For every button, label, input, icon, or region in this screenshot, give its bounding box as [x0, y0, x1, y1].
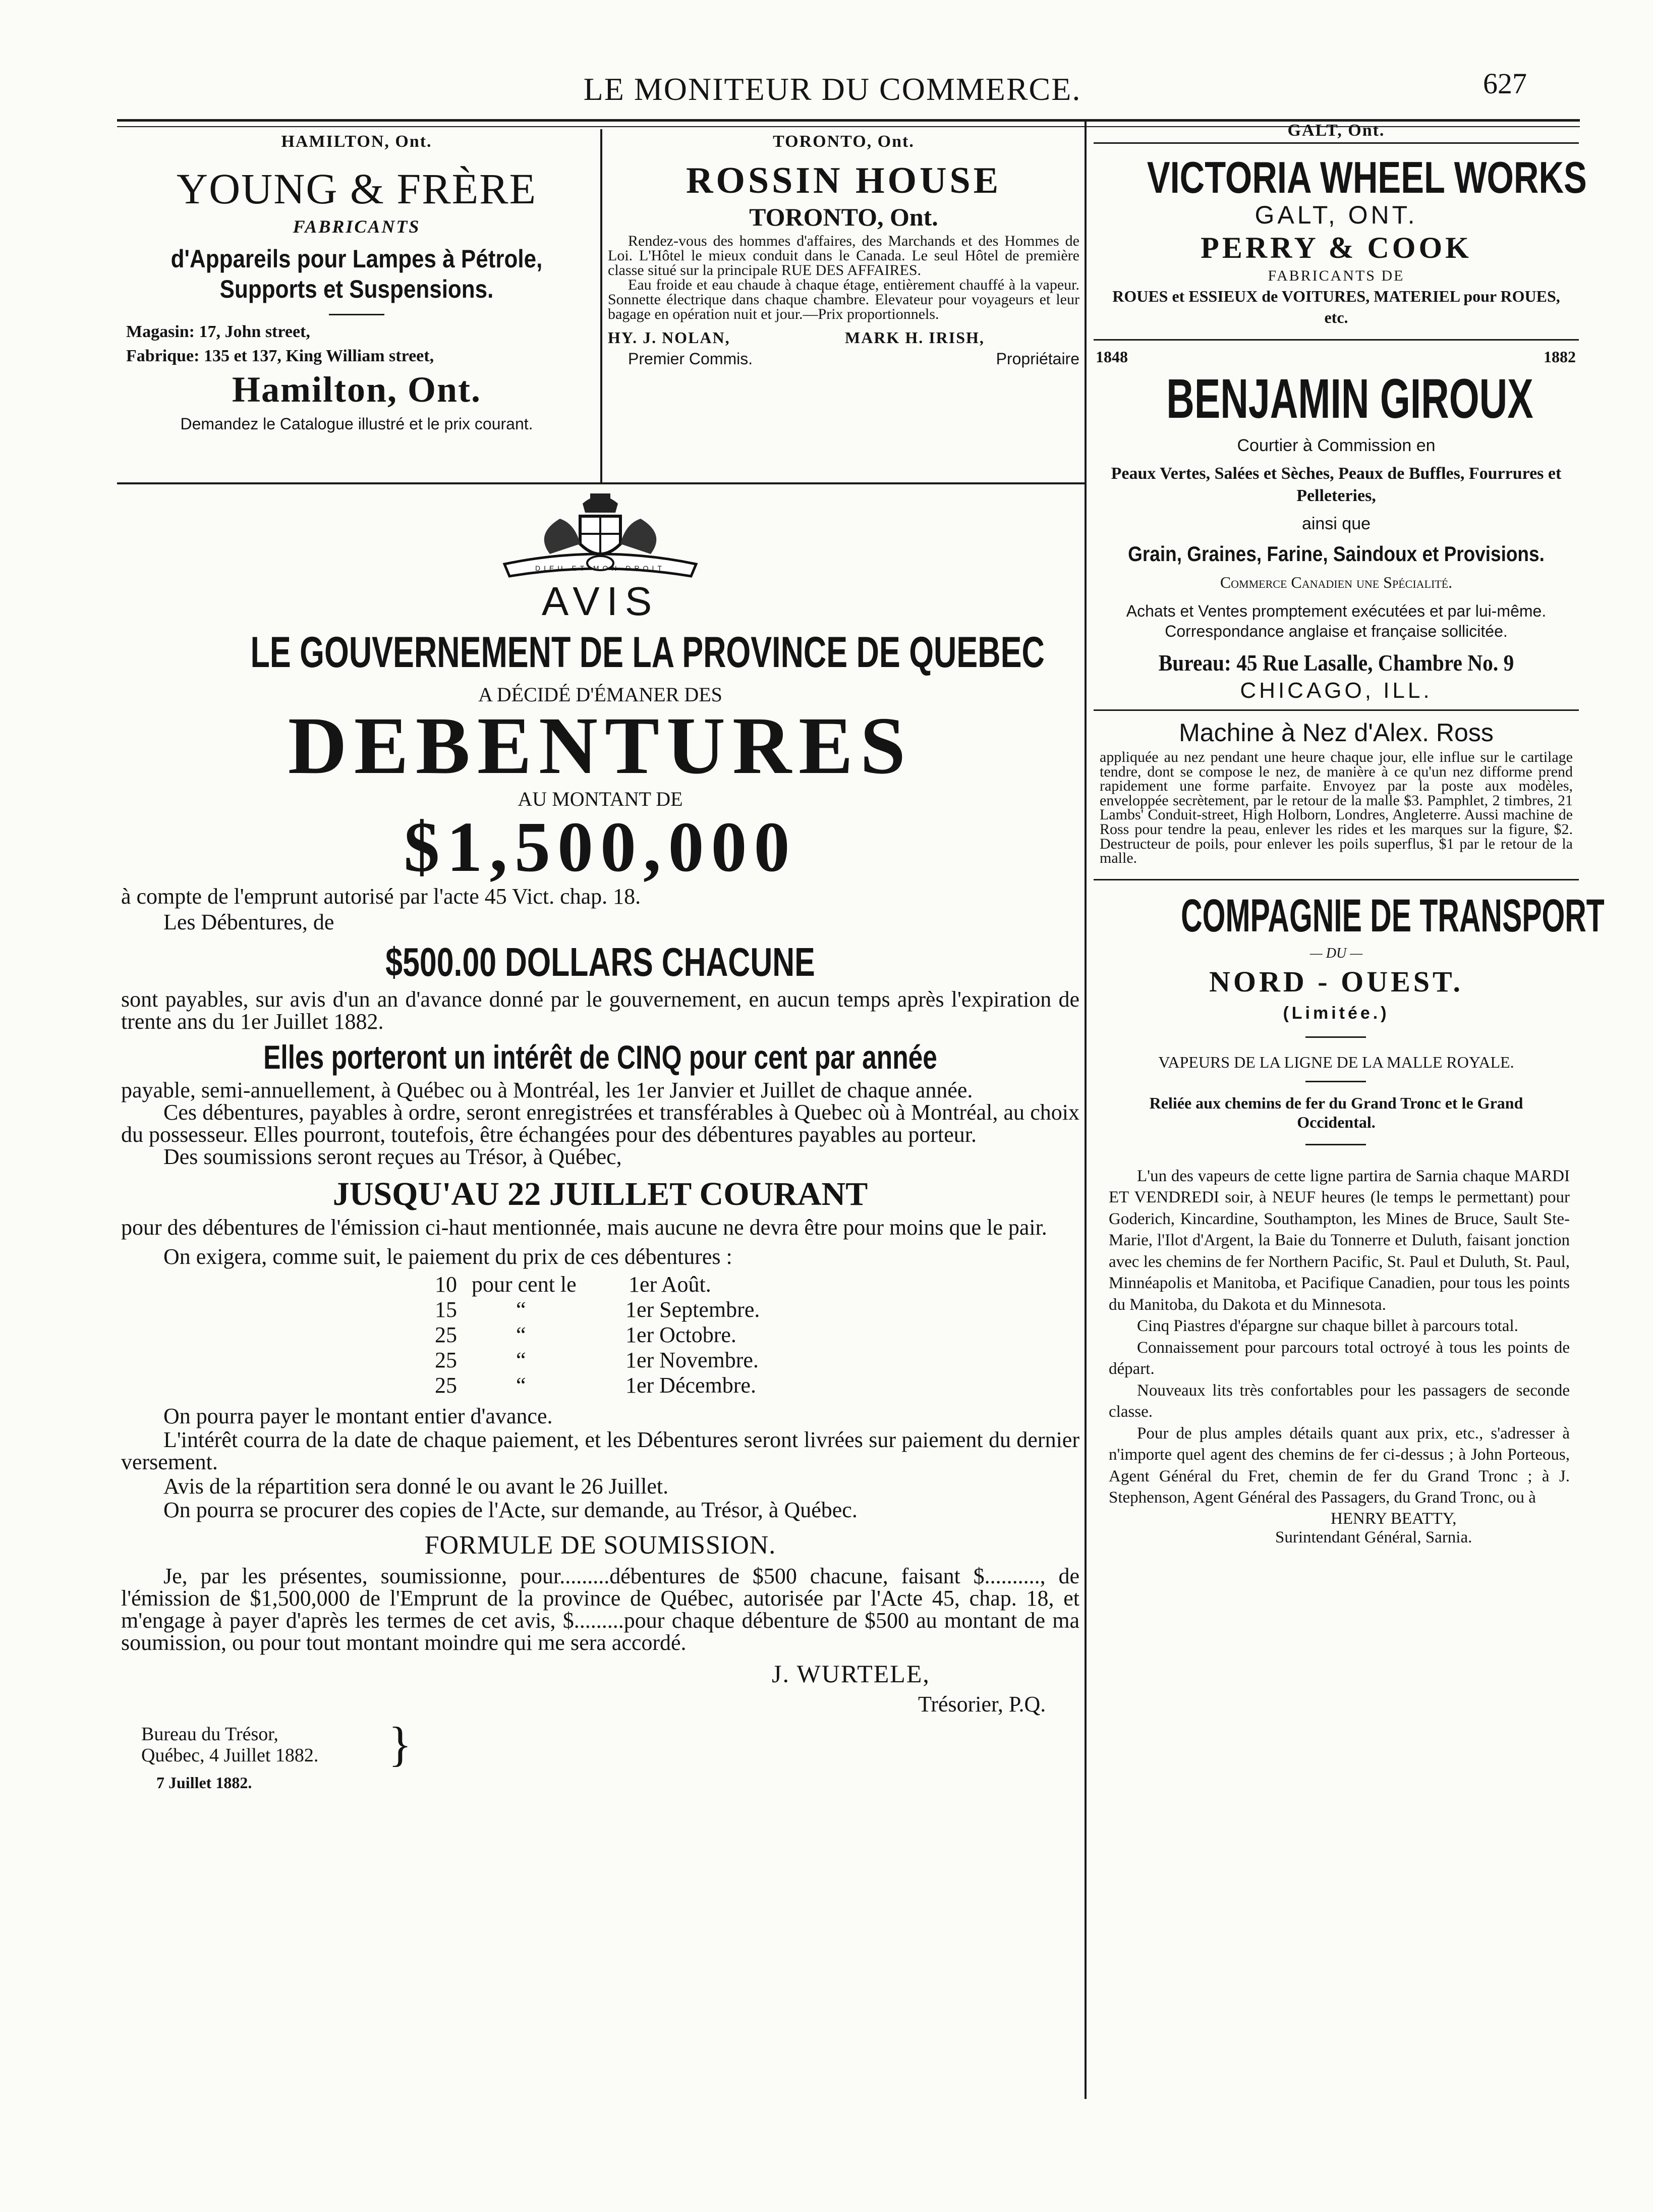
avis-paragraph: sont payables, sur avis d'un an d'avance donné par le gouvernement, en aucun temps après l'expiration de trente ans du 1er Juillet 1882.	[121, 987, 1079, 1034]
ad-location: GALT, Ont.	[1287, 121, 1385, 140]
ad-city: CHICAGO, ILL.	[1240, 678, 1433, 703]
ad-line: Grain, Graines, Farine, Saindoux et Provisions.	[1128, 542, 1545, 566]
year-end: 1882	[1544, 348, 1576, 366]
ad-line: ainsi que	[1301, 514, 1371, 533]
avis-interest: Elles porteront un intérêt de CINQ pour cent par année	[263, 1038, 937, 1076]
schedule-row	[435, 1297, 760, 1322]
divider	[1094, 339, 1579, 341]
ad-alex-ross	[1094, 718, 1579, 880]
ad-body: Rendez-vous des hommes d'affaires, des Marchands et des Hommes de Loi. L'Hôtel le mieux conduit dans le Canada. Le seul Hôtel de première classe situé sur la principale RUE DES AFFAIRES.	[608, 233, 1079, 279]
schedule-pct: 25	[435, 1348, 457, 1372]
year-start: 1848	[1096, 348, 1128, 366]
right-column	[1094, 121, 1605, 1547]
ad-subtitle: FABRICANTS	[293, 216, 421, 237]
ad-products: ROUES et ESSIEUX de VOITURES, MATERIEL pour ROUES, etc.	[1112, 287, 1560, 326]
ad-body: appliquée au nez pendant une heure chaque jour, elle influe sur le cartilage tendre, dont se compose le nez, de manière à ce qu'un nez difforme prend rapidement une forme parfaite. Envoyez par la poste aux modèles, enveloppée secrètement, par le retour de la malle $3. Pamphlet, 2 timbres, 21 Lambs' Conduit-street, High Holborn, Londres, Angleterre. Aussi machine de Ross pour tendre la peau, enlever les rides et les marques sur la figure, $2. Destructeur de poils, pour enlever les poils superflus, $1 par le retour de la malle.	[1100, 749, 1573, 867]
divider	[1305, 1144, 1366, 1145]
avis-line: Avis de la répartition sera donné le ou avant le 26 Juillet.	[163, 1474, 669, 1499]
ad-hotel-name: ROSSIN HOUSE	[686, 160, 1002, 201]
avis-line: à compte de l'emprunt autorisé par l'acte 45 Vict. chap. 18.	[121, 884, 641, 909]
avis-heading: LE GOUVERNEMENT DE LA PROVINCE DE QUEBEC	[250, 628, 1045, 677]
schedule-pct: 10	[435, 1272, 457, 1297]
paragraph: Pour de plus amples détails quant aux prix, etc., s'adresser à n'importe quel agent des chemins de fer ci-dessus ; à John Porteous, Agent Général du Fret, chemin de fer du Grand Tronc ; à J. Stephenson, Agent Général des Passagers, du Grand Tronc, ou à	[1109, 1424, 1570, 1507]
ad-product-line: Supports et Suspensions.	[219, 275, 494, 303]
schedule-pct: 25	[435, 1322, 457, 1347]
formule-text: Je, par les présentes, soumissionne, pour.........débentures de $500 chacune, faisant $.........., de l'émission de $1,500,000 de l'Emprunt de la province de Québec, autorisée par l'Acte 45, chap. 18, et m'engage à payer d'après les termes de cet avis, $.........pour chaque débenture de $500 au montant de ma soumission, ou pour tout montant moindre qui me sera accordé.	[121, 1564, 1079, 1655]
ad-city: TORONTO, Ont.	[749, 203, 938, 231]
staff-role: Premier Commis.	[628, 350, 753, 368]
ad-body: Eau froide et eau chaude à chaque étage, entièrement chauffé à la vapeur. Sonnette électrique dans chaque chambre. Elevateur pour voyageurs et leur bagage en opération nuit et jour.—Prix proportionnels.	[608, 276, 1079, 322]
avis-paragraph: payable, semi-annuellement, à Québec ou à Montréal, les 1er Janvier et Juillet de chaque année.	[121, 1078, 973, 1102]
ad-company-name: VICTORIA WHEEL WORKS	[1147, 152, 1587, 202]
top-ads-bottom-rule	[117, 482, 1085, 484]
masthead-title: LE MONITEUR DU COMMERCE.	[583, 71, 1081, 107]
staff-name: HY. J. NOLAN,	[608, 328, 730, 347]
ad-line: Reliée aux chemins de fer du Grand Tronc et le Grand Occidental.	[1149, 1093, 1523, 1131]
ad-body	[1094, 1166, 1579, 1547]
divider	[329, 314, 384, 315]
ad-location: TORONTO, Ont.	[773, 132, 915, 151]
ad-product-line: d'Appareils pour Lampes à Pétrole,	[170, 245, 543, 273]
avis-line: On exigera, comme suit, le paiement du prix de ces débentures :	[163, 1244, 732, 1269]
schedule-pct: 15	[435, 1297, 457, 1322]
avis-paragraph: L'intérêt courra de la date de chaque paiement, et les Débentures seront livrées sur paiement du dernier versement.	[121, 1427, 1079, 1474]
ad-du: — DU —	[1309, 945, 1363, 961]
formule-title: FORMULE DE SOUMISSION.	[424, 1531, 776, 1560]
avis-decide: A DÉCIDÉ D'ÉMANER DES	[478, 683, 722, 706]
ad-rossin-house	[608, 132, 1079, 369]
ad-title: COMPAGNIE DE TRANSPORT	[1181, 890, 1605, 942]
ad-line: VAPEURS DE LA LIGNE DE LA MALLE ROYALE.	[1158, 1053, 1514, 1071]
signature-title: Surintendant Général, Sarnia.	[1275, 1528, 1472, 1546]
bureau-line: Bureau du Trésor,	[141, 1724, 278, 1745]
avis-title: AVIS	[541, 579, 659, 624]
schedule-pct: 25	[435, 1373, 457, 1398]
payment-schedule	[121, 1271, 1079, 1400]
schedule-row	[435, 1271, 711, 1297]
avis-paragraph: pour des débentures de l'émission ci-haut mentionnée, mais aucune ne devra être pour moins que le pair.	[121, 1215, 1047, 1240]
avis-paragraph: Ces débentures, payables à ordre, seront enregistrées et transférables à Quebec où à Montréal, au choix du possesseur. Elles pourront, toutefois, être échangées pour des débentures payables au porteur.	[121, 1100, 1079, 1147]
divider	[1305, 1081, 1366, 1082]
avis-deadline: JUSQU'AU 22 JUILLET COURANT	[332, 1176, 868, 1212]
ad-shop-address: Magasin: 17, John street,	[126, 322, 310, 341]
paragraph: Nouveaux lits très confortables pour les passagers de seconde classe.	[1109, 1381, 1570, 1421]
bureau-line: Québec, 4 Juillet 1882.	[141, 1745, 319, 1766]
divider	[1094, 709, 1579, 711]
staff-role: Propriétaire	[996, 350, 1079, 368]
ad-location: HAMILTON, Ont.	[281, 132, 432, 151]
ad-firm-name: PERRY & COOK	[1201, 231, 1472, 264]
staff-name: MARK H. IRISH,	[845, 328, 985, 347]
ad-city: GALT, ONT.	[1255, 201, 1418, 229]
schedule-row	[435, 1347, 759, 1373]
ad-city: Hamilton, Ont.	[232, 369, 482, 410]
schedule-mark: “	[516, 1373, 526, 1398]
avis-paragraph: On pourra se procurer des copies de l'Acte, sur demande, au Trésor, à Québec.	[163, 1498, 858, 1522]
ad-young-frere	[117, 132, 596, 433]
ad-bureau-address: Bureau: 45 Rue Lasalle, Chambre No. 9	[1158, 650, 1514, 676]
page-number: 627	[1483, 67, 1527, 100]
ad-footer: Demandez le Catalogue illustré et le prix courant.	[180, 415, 533, 433]
avis-line: Les Débentures, de	[163, 910, 334, 934]
avis-debentures: DEBENTURES	[288, 701, 913, 791]
schedule-date: 1er Novembre.	[625, 1348, 759, 1372]
ad-line: Achats et Ventes promptement exécutées et par lui-même. Correspondance anglaise et française sollicitée.	[1126, 602, 1547, 640]
paragraph: Cinq Piastres d'épargne sur chaque billet à parcours total.	[1137, 1317, 1518, 1336]
paragraph: L'un des vapeurs de cette ligne partira de Sarnia chaque MARDI ET VENDREDI soir, à NEUF heures (le temps le permettant) pour Goderich, Kincardine, Southampton, les Mines de Bruce, Sault Ste-Marie, l'Ilot d'Argent, la Baie du Tonnerre et Duluth, faisant jonction avec les chemins de fer Northern Pacific, St. Paul et Duluth, St. Paul, Minnéapolis et Manitoba, et Pacifique Canadien, pour tous les points du Manitoba, du Dakota et du Minnesota.	[1109, 1167, 1570, 1314]
column-rule-1	[600, 129, 602, 482]
ad-company-name: BENJAMIN GIROUX	[1166, 368, 1533, 430]
ad-company-name: NORD - OUEST.	[1209, 965, 1463, 998]
signer-name: J. WURTELE,	[772, 1660, 930, 1688]
schedule-mark: “	[516, 1348, 526, 1372]
crest-motto: DIEU ET MON DROIT	[535, 564, 665, 572]
ad-company-name: YOUNG & FRÈRE	[176, 164, 537, 213]
ad-victoria-wheel-works	[1094, 121, 1587, 341]
schedule-row	[435, 1372, 756, 1398]
column-rule-2	[1085, 121, 1087, 2099]
avis-line: On pourra payer le montant entier d'avance.	[163, 1404, 553, 1428]
avis-each: $500.00 DOLLARS CHACUNE	[385, 939, 815, 984]
ad-line: Peaux Vertes, Salées et Sèches, Peaux de Buffles, Fourrures et Pelleteries,	[1111, 464, 1562, 505]
royal-crest	[121, 488, 1079, 584]
avis-paragraph: Des soumissions seront reçues au Trésor, à Québec,	[163, 1144, 622, 1169]
avis-au-montant: AU MONTANT DE	[518, 788, 683, 810]
divider	[1305, 1036, 1366, 1038]
schedule-mark: “	[516, 1297, 526, 1322]
divider	[1094, 879, 1579, 880]
ad-factory-address: Fabrique: 135 et 137, King William street,	[126, 347, 434, 365]
schedule-row	[435, 1322, 736, 1348]
signer-title: Trésorier, P.Q.	[918, 1692, 1046, 1717]
schedule-date: 1er Décembre.	[625, 1373, 756, 1398]
brace: }	[388, 1717, 412, 1771]
date-line: 7 Juillet 1882.	[156, 1774, 252, 1792]
ad-limited: (Limitée.)	[1283, 1003, 1390, 1023]
avis-amount: $1,500,000	[404, 807, 797, 887]
divider	[1094, 142, 1579, 144]
ad-compagnie-transport	[1094, 890, 1605, 1547]
ad-title: Machine à Nez d'Alex. Ross	[1179, 718, 1494, 747]
signature-name: HENRY BEATTY,	[1331, 1509, 1457, 1528]
ad-benjamin-giroux	[1094, 348, 1579, 711]
ad-line: Courtier à Commission en	[1237, 436, 1436, 455]
ad-subtitle: FABRICANTS DE	[1268, 267, 1405, 284]
schedule-mark: “	[516, 1322, 526, 1347]
ad-line: Commerce Canadien une Spécialité.	[1220, 573, 1453, 591]
schedule-date: 1er Septembre.	[625, 1297, 760, 1322]
schedule-date: 1er Octobre.	[625, 1322, 736, 1347]
schedule-date: 1er Août.	[629, 1272, 711, 1297]
schedule-mark: pour cent le	[472, 1272, 577, 1297]
paragraph: Connaissement pour parcours total octroyé à tous les points de départ.	[1109, 1338, 1570, 1378]
avis-notice	[121, 488, 1079, 1809]
